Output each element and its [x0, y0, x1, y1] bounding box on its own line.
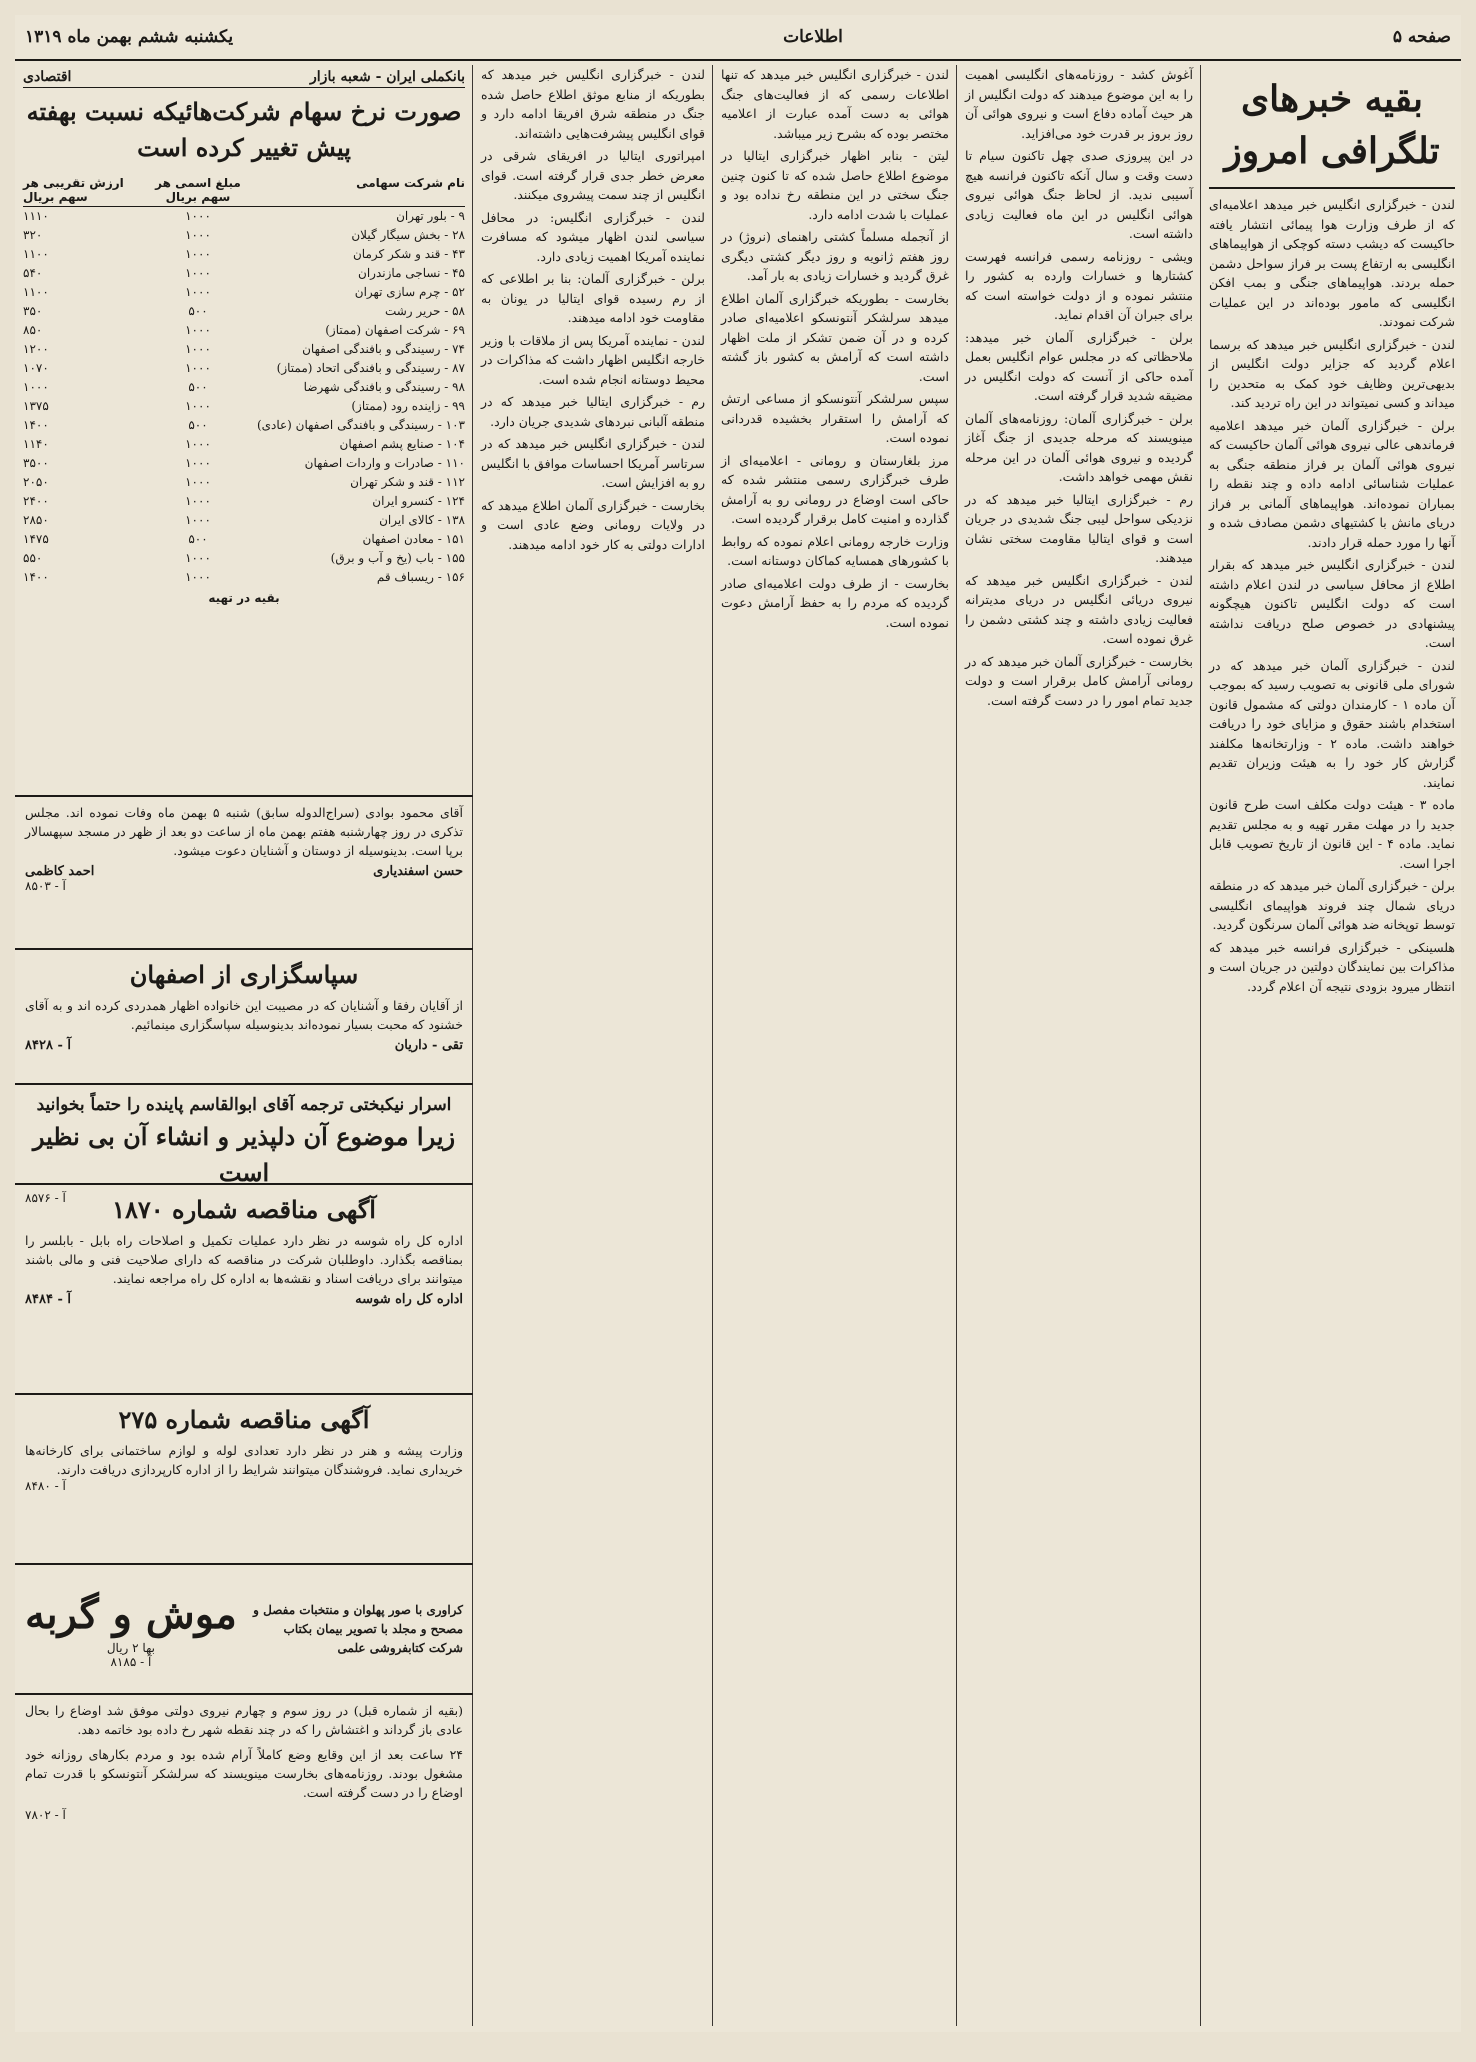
- approx-price: ۱۴۰۰: [23, 570, 49, 584]
- nominal-value: ۱۰۰۰: [185, 323, 211, 337]
- approx-price: ۱۲۰۰: [23, 342, 49, 356]
- tender-issuer: اداره کل راه شوسه: [355, 1292, 463, 1307]
- market-row: [23, 207, 465, 226]
- market-row: [23, 378, 465, 397]
- company-name: ۱۵۱ - معادن اصفهان: [362, 532, 465, 546]
- article: ۲۴ ساعت بعد از این وقایع وضع کاملاً آرام شده بود و مردم بکارهای روزانه خود مشغول بودند. روزنامه‌های بخارست مینویسند که سرلشکر آنتونسکو با قدرت تمام اوضاع را در دست گرفته است.: [25, 1747, 463, 1800]
- company-name: ۵۸ - حریر رشت: [384, 304, 465, 318]
- company-name: ۶۹ - شرکت اصفهان (ممتاز): [325, 323, 465, 337]
- tender-body: وزارت پیشه و هنر در نظر دارد تعدادی لوله و لوازم ساختمانی برای کارخانه‌ها خریداری نماید. فروشندگان میتوانند شرایط را از اداره کارپردازی دریافت دارند.: [25, 1443, 463, 1477]
- nominal-value: ۵۰۰: [188, 532, 208, 546]
- ad-code: آ - ۸۱۸۵: [110, 1655, 152, 1669]
- ad-title: سپاسگزاری از اصفهان: [129, 960, 359, 989]
- signature: حسن اسفندیاری: [373, 864, 463, 879]
- company-name: ۱۵۶ - ریسباف قم: [376, 570, 465, 584]
- article: لندن - خبرگزاری انگلیس: در محافل سیاسی لندن اظهار میشود که مسافرت نماینده آمریکا اهمیت زیادی دارد.: [481, 209, 705, 264]
- article: لندن - نماینده آمریکا پس از ملاقات با وزیر خارجه انگلیس اظهار داشت که مذاکرات در محیط دوستانه انجام شده است.: [481, 332, 705, 387]
- company-name: ۱۳۸ - کالای ایران: [379, 513, 465, 527]
- book-title-block: [25, 1589, 237, 1669]
- market-row: [23, 264, 465, 283]
- company-name: ۱۲۴ - کنسرو ایران: [372, 494, 465, 508]
- ad-code: آ - ۸۴۸۴: [25, 1292, 71, 1307]
- running-header: [15, 15, 1461, 61]
- approx-price: ۱۱۰۰: [23, 285, 49, 299]
- approx-price: ۸۵۰: [23, 323, 43, 337]
- approx-price: ۱۴۷۵: [23, 532, 49, 546]
- news-column-4: [475, 65, 711, 2026]
- masthead: اطلاعات: [783, 27, 843, 47]
- main-headline: بقیه خبرهای تلگرافی امروز: [1209, 65, 1455, 189]
- approx-price: ۳۵۰۰: [23, 456, 49, 470]
- ad-code: آ - ۸۴۸۰: [25, 1479, 66, 1493]
- tender-1870: [15, 1185, 473, 1395]
- article: لندن - خبرگزاری انگلیس خبر میدهد اعلامیه‌ای که از طرف وزارت هوا پیمائی انتشار یافته حاکیست که دیشب دسته کوچکی از هواپیماهای انگلیسی به ارتفاع پست بر فراز سواحل دشمن حمله بردند. هواپیماهای جنگی و بمب افکن انگلیسی که مامور بوده‌اند در این عملیات شرکت نمودند.: [1209, 197, 1455, 329]
- tender-275: [15, 1395, 473, 1565]
- news-column-2: [959, 65, 1199, 2026]
- article: لندن - خبرگزاری انگلیس خبر میدهد که بطوریکه از منابع موثق اطلاع حاصل شده جنگ در منطقه شرق افریقا ادامه دارد و قوای انگلیس پیشرفت‌هایی داشته‌اند.: [481, 67, 705, 141]
- article: بخارست - خبرگزاری آلمان خبر میدهد که در رومانی آرامش کامل برقرار است و دولت جدید تمام امور را در دست گرفته است.: [965, 653, 1193, 708]
- company-name: ۱۱۰ - صادرات و واردات اصفهان: [304, 456, 465, 470]
- company-name: ۴۳ - قند و شکر کرمان: [352, 247, 465, 261]
- article: رم - خبرگزاری ایتالیا خبر میدهد که در منطقه آلبانی نبردهای شدیدی جریان دارد.: [481, 394, 705, 429]
- issue-date: یکشنبه ششم بهمن ماه ۱۳۱۹: [25, 27, 234, 47]
- approx-price: ۵۴۰: [23, 266, 43, 280]
- nominal-value: ۱۰۰۰: [185, 209, 211, 223]
- tender-title: آگهی مناقصه شماره ۱۸۷۰: [112, 1195, 376, 1224]
- newspaper-page: [15, 15, 1461, 2032]
- market-row: [23, 397, 465, 416]
- ad-code: آ - ۸۴۲۸: [25, 1038, 71, 1053]
- article: لندن - خبرگزاری آلمان خبر میدهد که در شورای ملی قانونی به تصویب رسید که بموجب آن ماده ۱ - کارمندان دولتی که مشمول قانون استخدام باشند حقوق و مزایای خود را دریافت خواهند داشت. ماده ۲ - وزارتخانه‌ها مکلفند گزارش کار خود را به هیئت وزیران تقدیم نمایند.: [1209, 657, 1455, 790]
- nominal-value: ۱۰۰۰: [185, 513, 211, 527]
- article: امپراتوری ایتالیا در افریقای شرقی در معرض خطر جدی قرار گرفته است. قوای انگلیس از چند سمت پیشروی میکنند.: [481, 148, 705, 202]
- article: آغوش کشد - روزنامه‌های انگلیسی اهمیت را به این موضوع میدهند که دولت انگلیس از هر حیث آماده دفاع است و نیروی هوائی آن روز بروز بر قدرت خود می‌افزاید.: [965, 67, 1193, 141]
- company-name: ۸۷ - رسیندگی و بافندگی اتحاد (ممتاز): [276, 361, 465, 375]
- nominal-value: ۵۰۰: [188, 304, 208, 318]
- article: برلن - خبرگزاری آلمان: بنا بر اطلاعی که از رم رسیده قوای ایتالیا در یونان به مقاومت خود ادامه میدهند.: [481, 271, 705, 325]
- book-mouse-cat-ad: [15, 1565, 473, 1695]
- article: ماده ۳ - هیئت دولت مکلف است طرح قانون جدید را در مهلت مقرر تهیه و به مجلس تقدیم نماید. ماده ۴ - این قانون از تاریخ تصویب قابل اجرا است.: [1209, 797, 1455, 871]
- company-name: ۱۱۲ - قند و شکر تهران: [350, 475, 465, 489]
- article: وزارت خارجه رومانی اعلام نموده که روابط با کشورهای همسایه کماکان دوستانه است.: [721, 533, 949, 568]
- company-name: ۷۴ - رسیندگی و بافندگی اصفهان: [302, 342, 465, 356]
- article: بخارست - بطوریکه خبرگزاری آلمان اطلاع میدهد سرلشکر آنتونسکو اعلامیه‌ای صادر کرده و در آن ضمن تشکر از ملت اظهار داشته است که آرامش به کشور باز گشته است.: [721, 290, 949, 384]
- book-note: کراوری با صور پهلوان و منتخبات مفصل و مصحح و مجلد با تصویر بیمان بکتاب شرکت کتابفروشی علمی: [253, 1602, 463, 1655]
- article: لندن - خبرگزاری انگلیس خبر میدهد که در سرتاسر آمریکا احساسات موافق با انگلیس رو به افزایش است.: [481, 436, 705, 490]
- market-row: [23, 245, 465, 264]
- nominal-value: ۱۰۰۰: [185, 456, 211, 470]
- market-row: [23, 302, 465, 321]
- market-title: صورت نرخ سهام شرکت‌هائیکه نسبت بهفته پیش تغییر کرده است: [26, 97, 462, 162]
- page-number: صفحه ۵: [1392, 27, 1451, 47]
- column-rule: [1200, 65, 1201, 2026]
- approx-price: ۳۲۰: [23, 228, 43, 242]
- company-name: ۲۸ - بخش سیگار گیلان: [351, 228, 465, 242]
- article: هلسینکی - خبرگزاری فرانسه خبر میدهد که مذاکرات بین نمایندگان دولتین در جریان است و انتظار میرود بزودی نتیجه آن اعلام گردد.: [1209, 939, 1455, 994]
- nominal-value: ۱۰۰۰: [185, 228, 211, 242]
- company-name: ۱۰۳ - رسیندگی و بافندگی اصفهان (عادی): [256, 418, 465, 432]
- ad-body: از آقایان رفقا و آشنایان که در مصیبت این خانواده اظهار همدردی کرده اند و به آقای خشنود که محبت بسیار نموده‌اند بدینوسیله سپاسگزاری مینمائیم.: [25, 998, 463, 1032]
- thanks-isfahan-ad: [15, 950, 473, 1085]
- approx-price: ۱۱۱۰: [23, 209, 49, 223]
- approx-price: ۳۵۰: [23, 304, 43, 318]
- nominal-value: ۱۰۰۰: [185, 361, 211, 375]
- company-name: ۱۵۵ - باب (یخ و آب و برق): [330, 551, 465, 565]
- article: لندن - خبرگزاری انگلیس خبر میدهد که نیروی دریائی انگلیس در دریای مدیترانه فعالیت زیادی داشته و چند کشتی دشمن را غرق نموده است.: [965, 572, 1193, 646]
- article: مرز بلغارستان و رومانی - اعلامیه‌ای از طرف خبرگزاری رسمی منتشر شده که حاکی است اوضاع در رومانی رو به آرامش گذارده و امنیت کامل برقرار گردیده است.: [721, 452, 949, 526]
- article: (بقیه از شماره قبل) در روز سوم و چهارم نیروی دولتی موفق شد اوضاع را بحال عادی باز گرداند و اغتشاش را که در چند نقطه شهر رخ داده بود خاتمه دهد.: [25, 1703, 463, 1737]
- market-header: [23, 69, 465, 88]
- approx-price: ۱۳۷۵: [23, 399, 49, 413]
- nominal-value: ۱۰۰۰: [185, 247, 211, 261]
- article: سپس سرلشکر آنتونسکو از مساعی ارتش که آرامش را استقرار بخشیده قدردانی نموده است.: [721, 391, 949, 445]
- book-ad-line2: زیرا موضوع آن دلپذیر و انشاء آن بی نظیر است: [32, 1122, 456, 1187]
- nominal-value: ۱۰۰۰: [185, 475, 211, 489]
- company-name: ۹ - بلور تهران: [396, 209, 465, 223]
- approx-price: ۲۸۵۰: [23, 513, 49, 527]
- ad-code: آ - ۸۵۷۶: [25, 1191, 66, 1205]
- column-rule: [712, 65, 713, 2026]
- article: برلن - خبرگزاری آلمان: روزنامه‌های آلمان مینویسند که مرحله جدیدی از جنگ آغاز گردیده و نیروی هوائی آلمان در این مرحله نقش مهمی خواهد داشت.: [965, 410, 1193, 484]
- article: بخارست - از طرف دولت اعلامیه‌ای صادر گردیده که مردم را به حفظ آرامش دعوت نموده است.: [721, 575, 949, 630]
- market-row: [23, 283, 465, 302]
- news-column-3: [715, 65, 955, 2026]
- col-nominal: مبلغ اسمی هر سهم بریال: [155, 176, 241, 204]
- col-company: نام شرکت سهامی: [356, 176, 465, 190]
- nominal-value: ۱۰۰۰: [185, 437, 211, 451]
- notice-signatures: [25, 864, 463, 879]
- article: برلن - خبرگزاری آلمان خبر میدهد اعلامیه فرماندهی عالی نیروی هوائی آلمان حاکیست که نیروی هوائی آلمان بر فراز منطقه جنگی به عملیات شناسائی ادامه داده و چند نقطه را بمباران نموده‌اند. هواپیماهای آلمانی بر فراز دریای مانش با کشتیهای دشمن مصادف شده و آنها را مورد حمله قرار دادند.: [1209, 417, 1455, 550]
- nominal-value: ۱۰۰۰: [185, 494, 211, 508]
- article: در این پیروزی صدی چهل تاکنون سیام تا دست وقت و سال آنکه تاکنون فرانسه هیچ آسیبی ندید. از لحاظ جنگ هوائی نیروی هوائی انگلیس در این ماه فعالیت زیادی داشته است.: [965, 148, 1193, 241]
- market-row: [23, 416, 465, 435]
- article: بخارست - خبرگزاری آلمان اطلاع میدهد که در ولایات رومانی وضع عادی است و ادارات دولتی به کار خود ادامه میدهند.: [481, 497, 705, 552]
- approx-price: ۱۴۰۰: [23, 418, 49, 432]
- market-row: [23, 473, 465, 492]
- approx-price: ۱۱۴۰: [23, 437, 49, 451]
- market-row: [23, 568, 465, 587]
- market-footer: بقیه در تهیه: [208, 591, 280, 605]
- market-section: اقتصادی: [23, 69, 72, 85]
- nominal-value: ۱۰۰۰: [185, 551, 211, 565]
- nominal-value: ۱۰۰۰: [185, 285, 211, 299]
- tender-title: آگهی مناقصه شماره ۲۷۵: [118, 1405, 370, 1434]
- obituary-notice: [15, 795, 473, 950]
- book-ad: [15, 1085, 473, 1205]
- article: لیتن - بنابر اظهار خبرگزاری ایتالیا در موضوع اطلاع حاصل شده که تا کنون چنین جنگ سختی در این منطقه رخ نداده بود و عملیات با شدت ادامه دارد.: [721, 148, 949, 222]
- company-name: ۹۹ - زاینده رود (ممتاز): [351, 399, 465, 413]
- article: از آنجمله مسلماً کشتی راهنمای (نروژ) در روز هفتم ژانویه و روز دیگر کشتی دیگری غرق گردید و خسارات زیادی به بار آمد.: [721, 229, 949, 283]
- nominal-value: ۵۰۰: [188, 418, 208, 432]
- company-name: ۵۲ - چرم سازی تهران: [354, 285, 465, 299]
- nominal-value: ۵۰۰: [188, 380, 208, 394]
- approx-price: ۵۵۰: [23, 551, 43, 565]
- company-name: ۴۵ - نساجی مازندران: [358, 266, 465, 280]
- tender-footer-row: [25, 1292, 463, 1307]
- market-table-header: [23, 174, 465, 207]
- signature: احمد کاظمی: [25, 864, 95, 879]
- book-ad-line1: اسرار نیکبختی ترجمه آقای ابوالقاسم پاینده را حتماً بخوانید: [36, 1095, 452, 1115]
- approx-price: ۲۰۵۰: [23, 475, 49, 489]
- article: لندن - خبرگزاری انگلیس خبر میدهد که تنها اطلاعات رسمی که از فعالیت‌های جنگ هوائی به دست آمده عبارت از اعلامیه مختصر بوده که بشرح زیر میباشد.: [721, 67, 949, 141]
- approx-price: ۱۰۷۰: [23, 361, 49, 375]
- article: برلن - خبرگزاری آلمان خبر میدهد: ملاحظاتی که در مجلس عوام انگلیس بعمل آمده حاکی از آنست که دولت انگلیس در مضیقه شدید قرار گرفته است.: [965, 329, 1193, 403]
- market-row: [23, 492, 465, 511]
- market-row: [23, 435, 465, 454]
- market-row: [23, 340, 465, 359]
- ad-code: آ - ۷۸۰۲: [25, 1808, 66, 1822]
- col-price: ارزش تقریبی هر سهم بریال: [23, 176, 124, 204]
- article: لندن - خبرگزاری انگلیس خبر میدهد که بقرار اطلاع از محافل سیاسی در لندن اعلام داشته است که دولت انگلیس تاکنون هیچگونه پیشنهادی در خصوص صلح دریافت نداشته است.: [1209, 557, 1455, 650]
- article: لندن - خبرگزاری انگلیس خبر میدهد که برسما اعلام گردید که جزایر دولت انگلیس از بدیهی‌ترین وظایف خود کمک به متحدین را میداند و کسی نمیتواند در این راه تردید کند.: [1209, 336, 1455, 410]
- nominal-value: ۱۰۰۰: [185, 342, 211, 356]
- market-row: [23, 511, 465, 530]
- signature: تقی - داریان: [394, 1038, 463, 1053]
- book-price: بها ۲ ریال: [106, 1641, 155, 1655]
- book-title: موش و گربه: [25, 1591, 237, 1638]
- news-column-1: [1203, 65, 1461, 2026]
- notice-body: آقای محمود بوادی (سراج‌الدوله سابق) شنبه ۵ بهمن ماه وفات نموده اند. مجلس تذکری در روز چهارشنبه هفتم بهمن ماه از ساعت دو بعد از ظهر در مسجد سپهسالار برپا است. بدینوسیله از دوستان و آشنایان دعوت میشود.: [25, 805, 463, 858]
- market-source: بانکملی ایران - شعبه بازار: [310, 69, 465, 85]
- market-row: [23, 359, 465, 378]
- approx-price: ۲۴۰۰: [23, 494, 49, 508]
- market-table-body: [23, 207, 465, 587]
- market-row: [23, 454, 465, 473]
- column-rule: [956, 65, 957, 2026]
- article: رم - خبرگزاری ایتالیا خبر میدهد که در نزدیکی سواحل لیبی جنگ شدیدی در جریان است و قوای ایتالیا مقاومت سختی نشان میدهند.: [965, 491, 1193, 565]
- market-row: [23, 530, 465, 549]
- stock-market-box: [15, 65, 473, 795]
- approx-price: ۱۱۰۰: [23, 247, 49, 261]
- nominal-value: ۱۰۰۰: [185, 399, 211, 413]
- market-row: [23, 549, 465, 568]
- tender-body: اداره کل راه شوسه در نظر دارد عملیات تکمیل و اصلاحات راه بابل - بابلسر را بمناقصه بگذارد. داوطلبان شرکت در مناقصه که دارای صلاحیت فنی و مالی باشند میتوانند برای دریافت اسناد و نقشه‌ها به اداره کل راه مراجعه نمایند.: [25, 1233, 463, 1286]
- approx-price: ۱۰۰۰: [23, 380, 49, 394]
- company-name: ۱۰۴ - صنایع پشم اصفهان: [339, 437, 465, 451]
- article: ویشی - روزنامه رسمی فرانسه فهرست کشتارها و خسارات وارده به کشور را منتشر نموده و از دولت خواسته است که برای جبران آن اقدام نماید.: [965, 248, 1193, 322]
- market-row: [23, 226, 465, 245]
- ad-signature-row: [25, 1038, 463, 1053]
- continued-article: [15, 1695, 473, 2032]
- market-row: [23, 321, 465, 340]
- nominal-value: ۱۰۰۰: [185, 570, 211, 584]
- nominal-value: ۱۰۰۰: [185, 266, 211, 280]
- ad-code: آ - ۸۵۰۳: [25, 879, 66, 893]
- article: برلن - خبرگزاری آلمان خبر میدهد که در منطقه دریای شمال چند فروند هواپیمای انگلیسی توسط توپخانه ضد هوائی آلمان سرنگون گردید.: [1209, 878, 1455, 932]
- company-name: ۹۸ - رسیندگی و بافندگی شهرضا: [303, 380, 465, 394]
